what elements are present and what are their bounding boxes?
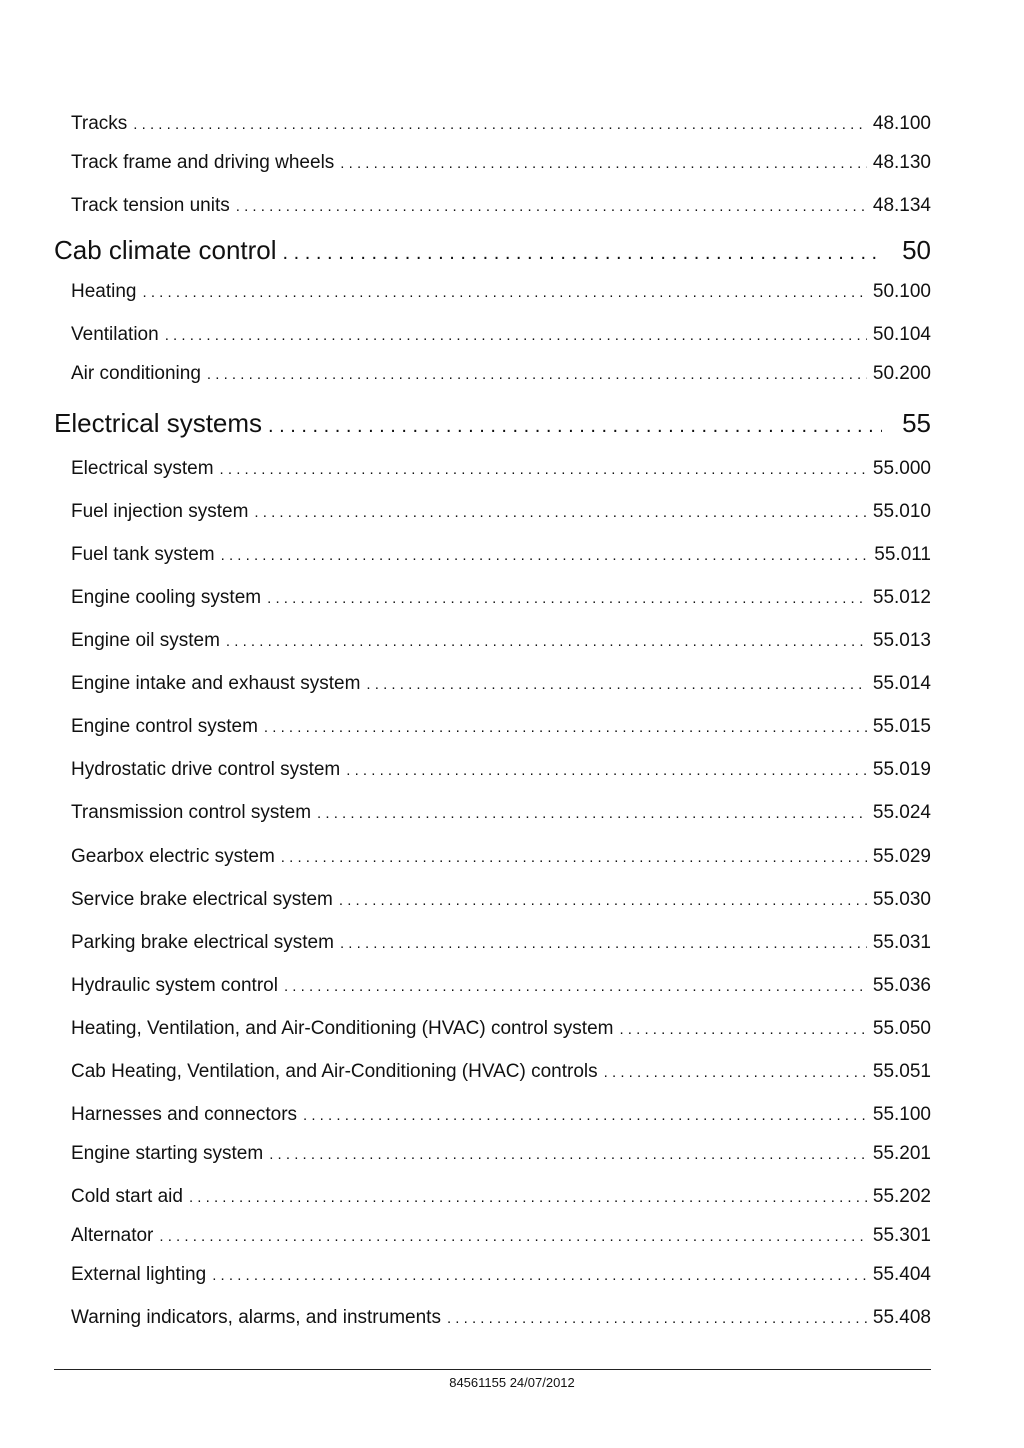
toc-entry-label: Fuel tank system (71, 544, 215, 565)
toc-entry-page: 55.050 (872, 1018, 931, 1039)
toc-entry-engine-cooling-system[interactable] (71, 586, 931, 610)
toc-entry-page: 55.010 (872, 501, 931, 522)
toc-section-label: Electrical systems (54, 408, 263, 438)
toc-entry-page: 55.000 (872, 458, 931, 479)
dot-leader (133, 113, 867, 137)
toc-entry-page: 55.036 (872, 975, 931, 996)
toc-entry-label: Parking brake electrical system (71, 932, 334, 953)
dot-leader (226, 630, 867, 654)
dot-leader (283, 237, 883, 269)
dot-leader (269, 1143, 867, 1167)
dot-leader (189, 1186, 867, 1210)
dot-leader (317, 802, 867, 826)
toc-entry-ventilation[interactable] (71, 323, 931, 347)
toc-entry-track-tension-units[interactable] (71, 194, 931, 218)
toc-entry-page: 55.408 (872, 1307, 931, 1328)
toc-entry-label: Transmission control system (71, 802, 312, 823)
dot-leader (340, 932, 867, 956)
toc-entry-label: Heating, Ventilation, and Air-Conditioning (HVAC) control system (71, 1018, 614, 1039)
toc-entry-page: 55.201 (872, 1143, 931, 1164)
toc-entry-cold-start-aid[interactable] (71, 1185, 931, 1209)
toc-entry-label: Engine intake and exhaust system (71, 673, 361, 694)
footer-doc-reference: 84561155 24/07/2012 (449, 1375, 575, 1390)
dot-leader (212, 1264, 867, 1288)
toc-entry-label: Harnesses and connectors (71, 1104, 298, 1125)
toc-entry-label: Gearbox electric system (71, 846, 275, 867)
toc-entry-page: 55.202 (872, 1186, 931, 1207)
toc-entry-page: 50.100 (872, 281, 931, 302)
toc-section-cab-climate-control[interactable] (54, 234, 931, 266)
toc-entry-page: 48.134 (872, 195, 931, 216)
toc-entry-page: 50.104 (872, 324, 931, 345)
dot-leader (340, 152, 867, 176)
dot-leader (267, 587, 867, 611)
dot-leader (165, 324, 867, 348)
toc-entry-label: Track tension units (71, 195, 230, 216)
dot-leader (339, 889, 867, 913)
toc-entry-fuel-injection-system[interactable] (71, 500, 931, 524)
toc-entry-label: Hydrostatic drive control system (71, 759, 341, 780)
toc-entry-air-conditioning[interactable] (71, 362, 931, 386)
toc-section-electrical-systems[interactable] (54, 407, 931, 439)
toc-entry-page: 48.100 (872, 113, 931, 134)
toc-entry-engine-intake-exhaust[interactable] (71, 672, 931, 696)
toc-entry-engine-starting-system[interactable] (71, 1142, 931, 1166)
toc-entry-label: Cab Heating, Ventilation, and Air-Conditioning (HVAC) controls (71, 1061, 598, 1082)
dot-leader (236, 195, 867, 219)
dot-leader (281, 846, 867, 870)
toc-entry-page: 55.051 (872, 1061, 931, 1082)
dot-leader (221, 544, 869, 568)
dot-leader (254, 501, 866, 525)
dot-leader (264, 716, 867, 740)
toc-section-label: Cab climate control (54, 235, 277, 265)
toc-entry-label: Alternator (71, 1225, 154, 1246)
toc-entry-label: Engine cooling system (71, 587, 262, 608)
toc-entry-page: 55.404 (872, 1264, 931, 1285)
toc-entry-label: Heating (71, 281, 137, 302)
toc-entry-page: 55.011 (874, 544, 931, 565)
dot-leader (303, 1104, 867, 1128)
toc-section-page: 50 (902, 235, 931, 265)
toc-entry-alternator[interactable] (71, 1224, 931, 1248)
footer-divider (54, 1369, 931, 1370)
toc-entry-label: Electrical system (71, 458, 214, 479)
dot-leader (284, 975, 867, 999)
toc-entry-page: 48.130 (872, 152, 931, 173)
dot-leader (268, 410, 882, 442)
toc-entry-heating[interactable] (71, 280, 931, 304)
toc-entry-label: Warning indicators, alarms, and instruments (71, 1307, 441, 1328)
dot-leader (604, 1061, 867, 1085)
toc-entry-external-lighting[interactable] (71, 1263, 931, 1287)
toc-entry-label: External lighting (71, 1264, 207, 1285)
toc-entry-label: Engine starting system (71, 1143, 264, 1164)
toc-entry-page: 55.012 (872, 587, 931, 608)
dot-leader (447, 1307, 867, 1331)
toc-entry-page: 50.200 (872, 363, 931, 384)
toc-entry-hvac-control-system[interactable] (71, 1017, 931, 1041)
toc-entry-service-brake-electrical[interactable] (71, 888, 931, 912)
toc-entry-page: 55.014 (872, 673, 931, 694)
toc-entry-label: Hydraulic system control (71, 975, 278, 996)
toc-entry-engine-control-system[interactable] (71, 715, 931, 739)
toc-entry-harnesses-connectors[interactable] (71, 1103, 931, 1127)
dot-leader (207, 363, 867, 387)
toc-entry-label: Fuel injection system (71, 501, 249, 522)
toc-entry-label: Engine control system (71, 716, 258, 737)
toc-entry-page: 55.030 (872, 889, 931, 910)
toc-entry-page: 55.029 (872, 846, 931, 867)
toc-entry-page: 55.301 (872, 1225, 931, 1246)
toc-entry-page: 55.031 (872, 932, 931, 953)
dot-leader (619, 1018, 866, 1042)
dot-leader (159, 1225, 867, 1249)
toc-entry-label: Track frame and driving wheels (71, 152, 335, 173)
toc-entry-hydraulic-system-control[interactable] (71, 974, 931, 998)
toc-entry-fuel-tank-system[interactable] (71, 543, 931, 567)
toc-entry-transmission-control[interactable] (71, 801, 931, 825)
toc-entry-warning-indicators[interactable] (71, 1306, 931, 1330)
toc-entry-page: 55.100 (872, 1104, 931, 1125)
toc-entry-label: Air conditioning (71, 363, 201, 384)
dot-leader (220, 458, 867, 482)
toc-entry-gearbox-electric[interactable] (71, 845, 931, 869)
toc-entry-page: 55.024 (872, 802, 931, 823)
toc-entry-cab-hvac-controls[interactable] (71, 1060, 931, 1084)
dot-leader (143, 281, 867, 305)
dot-leader (346, 759, 867, 783)
toc-entry-tracks[interactable] (71, 112, 931, 136)
toc-entry-label: Service brake electrical system (71, 889, 333, 910)
toc-entry-track-frame[interactable] (71, 151, 931, 175)
toc-entry-engine-oil-system[interactable] (71, 629, 931, 653)
toc-entry-electrical-system[interactable] (71, 457, 931, 481)
toc-entry-page: 55.015 (872, 716, 931, 737)
toc-entry-hydrostatic-drive-control[interactable] (71, 758, 931, 782)
toc-section-page: 55 (902, 408, 931, 438)
toc-entry-label: Tracks (71, 113, 128, 134)
toc-entry-page: 55.013 (872, 630, 931, 651)
toc-entry-page: 55.019 (872, 759, 931, 780)
dot-leader (366, 673, 866, 697)
toc-entry-parking-brake-electrical[interactable] (71, 931, 931, 955)
toc-entry-label: Cold start aid (71, 1186, 183, 1207)
toc-entry-label: Ventilation (71, 324, 159, 345)
toc-entry-label: Engine oil system (71, 630, 220, 651)
